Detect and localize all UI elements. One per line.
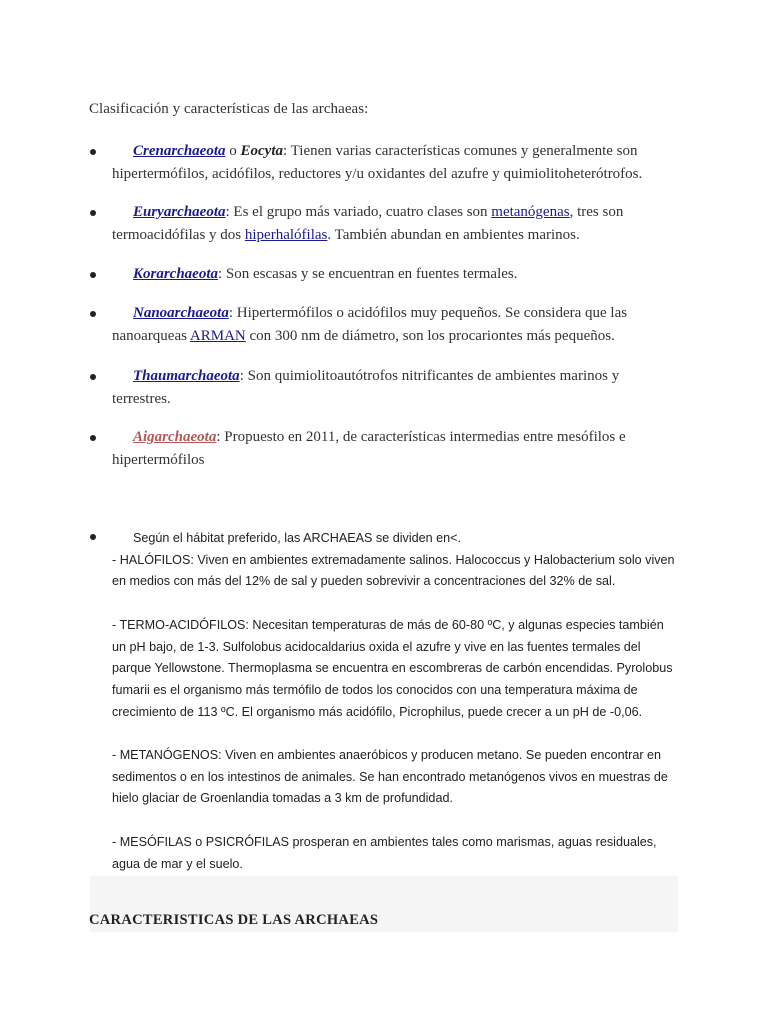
description-text: : Son quimiolitoautótrofos nitrificantes de ambientes marinos y (239, 368, 620, 384)
bullet-icon (90, 534, 96, 540)
euryarchaeota-link[interactable]: Euryarchaeota (133, 204, 226, 220)
termo-line: parque Yellowstone. Thermoplasma se encuentra en escombreras de carbón encendidas. Pyrolobus (112, 661, 673, 676)
description-text: . También abundan en ambientes marinos. (327, 227, 580, 243)
connector-text: o (225, 143, 241, 159)
metano-line: hielo glaciar de Groenlandia tomadas a 3 km de profundidad. (112, 791, 453, 806)
description-line-1: : Tienen varias características comunes y generalmente son (283, 143, 638, 159)
bullet-icon (90, 311, 96, 317)
termo-line: crecimiento de 113 ºC. El organismo más acidófilo, Picrophilus, puede crecer a un pH de -0,06. (112, 704, 643, 719)
bullet-icon (90, 210, 96, 216)
list-item-text (112, 365, 672, 411)
bullet-icon (90, 374, 96, 380)
description-line-2: hipertermófilos, acidófilos, reductores y/u oxidantes del azufre y quimiolitoheterótrofos. (112, 166, 643, 182)
korarchaeota-link[interactable]: Korarchaeota (133, 266, 219, 282)
termo-line: un pH bajo, de 1-3. Sulfolobus acidocaldarius oxida el azufre y vive en las fuentes termales del (112, 639, 641, 654)
crenarchaeota-link[interactable]: Crenarchaeota (133, 143, 226, 159)
termo-line: - TERMO-ACIDÓFILOS: Necesitan temperaturas de más de 60-80 ºC, y algunas especies también (112, 617, 664, 632)
description-text: : Son escasas y se encuentran en fuentes termales. (218, 266, 518, 282)
list-item-text (112, 201, 672, 247)
nanoarchaeota-link[interactable]: Nanoarchaeota (133, 305, 229, 321)
description-text: : Hipertermófilos o acidófilos muy pequeños. Se considera que las (228, 305, 628, 321)
section-heading: CARACTERISTICAS DE LAS ARCHAEAS (89, 912, 379, 928)
description-text: hipertermófilos (112, 452, 205, 468)
description-text: , tres son (569, 204, 624, 220)
halofilos-line: en medios con más del 12% de sal y pueden sobrevivir a concentraciones del 32% de sal. (112, 574, 616, 589)
mesofilas-line: - MESÓFILAS o PSICRÓFILAS prosperan en ambientes tales como marismas, aguas residuales, (112, 834, 657, 849)
termo-line: fumarii es el organismo más termófilo de todos los conocidos con una temperatura máxima de (112, 682, 638, 697)
aigarchaeota-link[interactable]: Aigarchaeota (133, 429, 217, 445)
description-text: termoacidófilas y dos (112, 227, 245, 243)
description-text: terrestres. (112, 391, 171, 407)
bullet-icon (90, 435, 96, 441)
list-item-text (112, 140, 672, 186)
list-item-text (112, 302, 672, 348)
description-text: : Propuesto en 2011, de características intermedias entre mesófilos e (216, 429, 626, 445)
bullet-icon (90, 149, 96, 155)
halofilos-line: - HALÓFILOS: Viven en ambientes extremadamente salinos. Halococcus y Halobacterium solo viven (112, 552, 675, 567)
mesofilas-line: agua de mar y el suelo. (112, 856, 243, 871)
description-text: : Es el grupo más variado, cuatro clases son (225, 204, 492, 220)
metanogenas-link[interactable]: metanógenas (491, 204, 570, 220)
page-heading: Clasificación y características de las archaeas: (89, 101, 369, 117)
habitat-intro: Según el hábitat preferido, las ARCHAEAS se dividen en<. (133, 531, 461, 545)
arman-link[interactable]: ARMAN (189, 328, 246, 344)
thaumarchaeota-link[interactable]: Thaumarchaeota (133, 368, 240, 384)
bullet-icon (90, 272, 96, 278)
description-text: con 300 nm de diámetro, son los procariontes más pequeños. (245, 328, 615, 344)
metano-line: sedimentos o en los intestinos de animales. Se han encontrado metanógenos vivos en muestras de (112, 769, 668, 784)
hiperhalofilas-link[interactable]: hiperhalófilas (244, 227, 328, 243)
description-text: nanoarqueas (112, 328, 190, 344)
eocyta-term: Eocyta (240, 143, 284, 159)
metano-line: - METANÓGENOS: Viven en ambientes anaeróbicos y producen metano. Se pueden encontrar en (112, 748, 662, 762)
list-item-text (112, 263, 672, 286)
habitat-text (112, 528, 682, 875)
list-item-text (112, 426, 672, 472)
